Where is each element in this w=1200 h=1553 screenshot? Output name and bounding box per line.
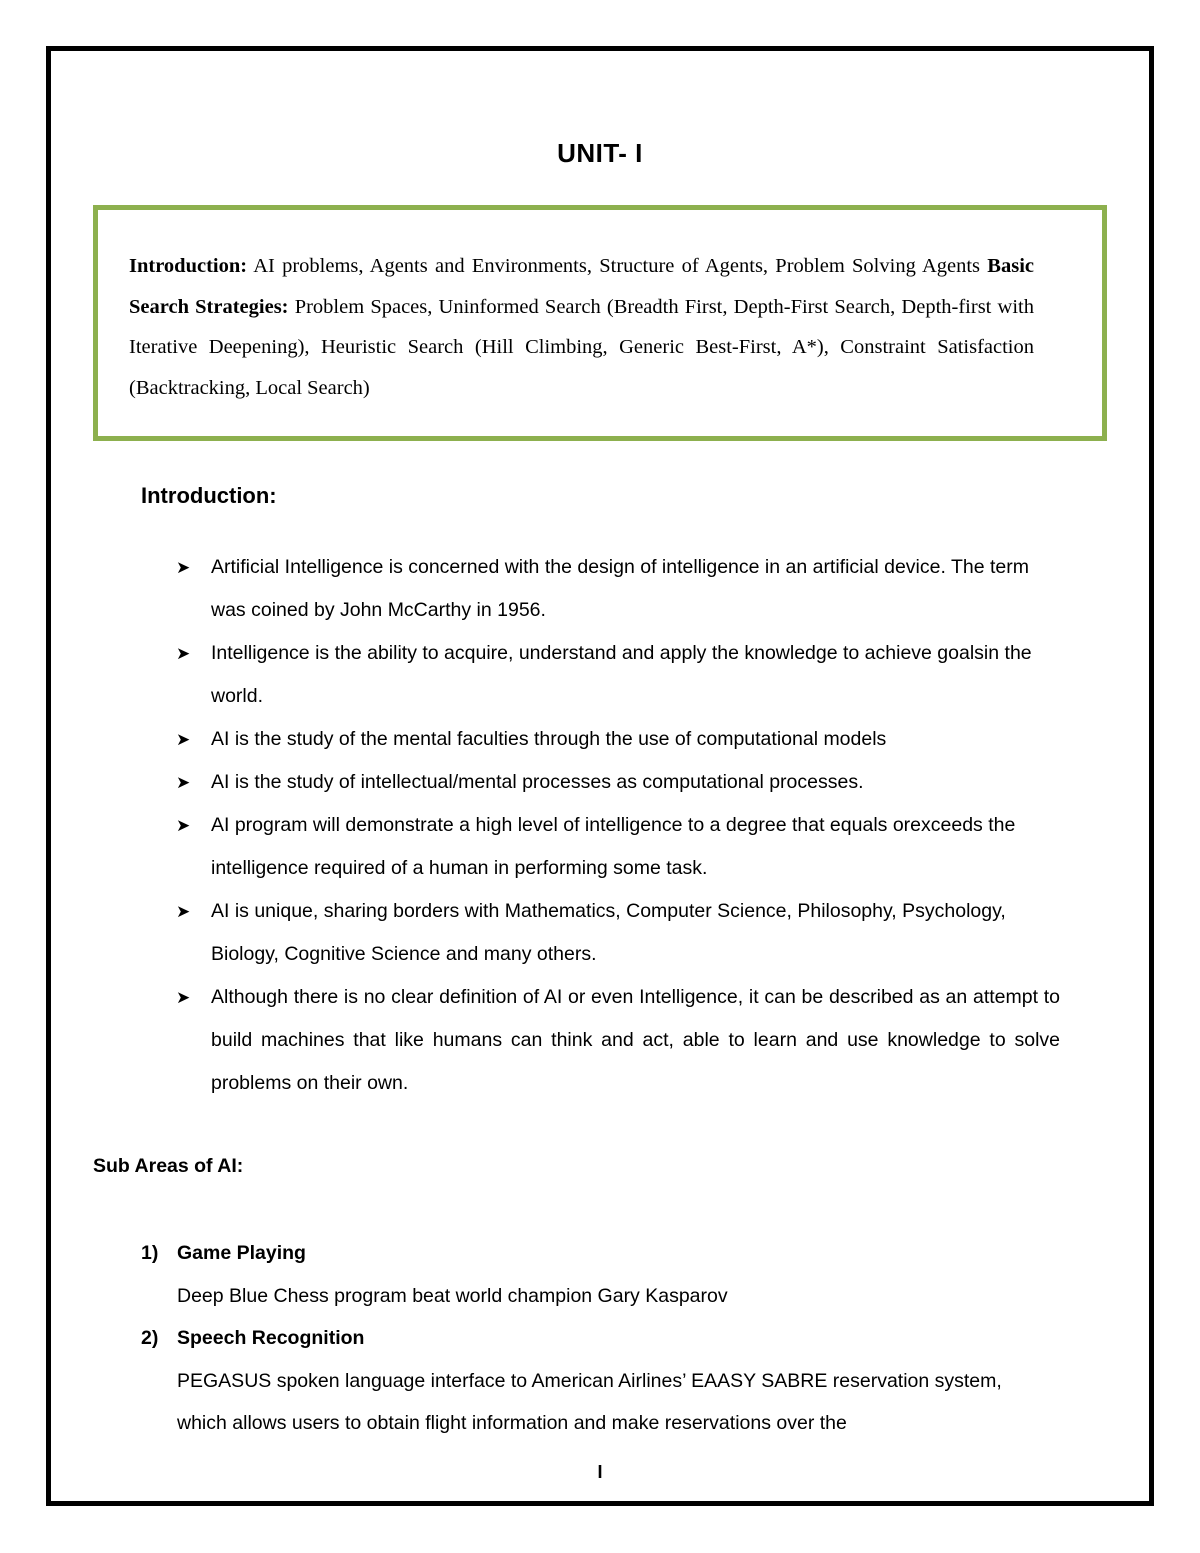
introduction-heading: Introduction:	[141, 483, 277, 508]
page-number: I	[597, 1462, 603, 1482]
sub-area-title: Game Playing	[177, 1242, 306, 1264]
item-number: 1)	[141, 1242, 159, 1264]
syllabus-intro-text: AI problems, Agents and Environments, Structure of Agents, Problem Solving Agents	[247, 255, 988, 277]
list-item	[176, 976, 1060, 1105]
arrowhead-bullet-icon: ➤	[176, 558, 191, 577]
bullet-text: Intelligence is the ability to acquire, understand and apply the knowledge to achieve goalsin the world.	[211, 642, 1032, 707]
bullet-text: Although there is no clear definition of AI or even Intelligence, it can be described as an attempt to build machines that like humans can think and act, able to learn and use knowledge to solve problems on their own.	[211, 986, 1060, 1094]
arrowhead-bullet-icon: ➤	[176, 773, 191, 792]
arrowhead-bullet-icon: ➤	[176, 644, 191, 663]
list-item	[176, 804, 1060, 890]
sub-areas-heading: Sub Areas of AI:	[93, 1155, 244, 1177]
list-item	[176, 718, 1060, 761]
list-item	[176, 890, 1060, 976]
bullet-text: AI is unique, sharing borders with Mathematics, Computer Science, Philosophy, Psychology, Biology, Cognitive Science and many others.	[211, 900, 1006, 965]
sub-area-description: PEGASUS spoken language interface to American Airlines’ EAASY SABRE reservation system, which allows users to obtain flight information and make reservations over the	[177, 1369, 1002, 1434]
list-item	[176, 632, 1060, 718]
item-number: 2)	[141, 1327, 159, 1349]
syllabus-intro-label: Introduction:	[129, 255, 248, 277]
arrowhead-bullet-icon: ➤	[176, 730, 191, 749]
unit-title: UNIT- I	[557, 138, 643, 168]
arrowhead-bullet-icon: ➤	[176, 902, 191, 921]
sub-area-title: Speech Recognition	[177, 1327, 365, 1349]
syllabus-box	[93, 205, 1107, 441]
list-item	[176, 761, 1060, 804]
list-item	[176, 546, 1060, 632]
bullet-text: AI program will demonstrate a high level of intelligence to a degree that equals orexceeds the intelligence required of a human in performing some task.	[211, 814, 1016, 879]
sub-areas-list	[141, 1232, 1041, 1445]
syllabus-search-label: Basic Search Strategies:	[129, 255, 1034, 318]
bullet-text: AI is the study of intellectual/mental processes as computational processes.	[211, 771, 864, 793]
arrowhead-bullet-icon: ➤	[176, 988, 191, 1007]
syllabus-search-text: Problem Spaces, Uninformed Search (Breadth First, Depth-First Search, Depth-first with Iterative Deepening), Heuristic Search (Hill Climbing, Generic Best-First, A*), Constraint Satisfaction (Backtracking, Local Search)	[129, 295, 1034, 399]
arrowhead-bullet-icon: ➤	[176, 816, 191, 835]
introduction-bullet-list	[176, 546, 1060, 1105]
list-item	[141, 1232, 1041, 1317]
list-item	[141, 1317, 1041, 1445]
bullet-text: Artificial Intelligence is concerned with the design of intelligence in an artificial device. The term was coined by John McCarthy in 1956.	[211, 556, 1029, 621]
bullet-text: AI is the study of the mental faculties through the use of computational models	[211, 728, 887, 750]
sub-area-description: Deep Blue Chess program beat world champion Gary Kasparov	[177, 1284, 728, 1307]
